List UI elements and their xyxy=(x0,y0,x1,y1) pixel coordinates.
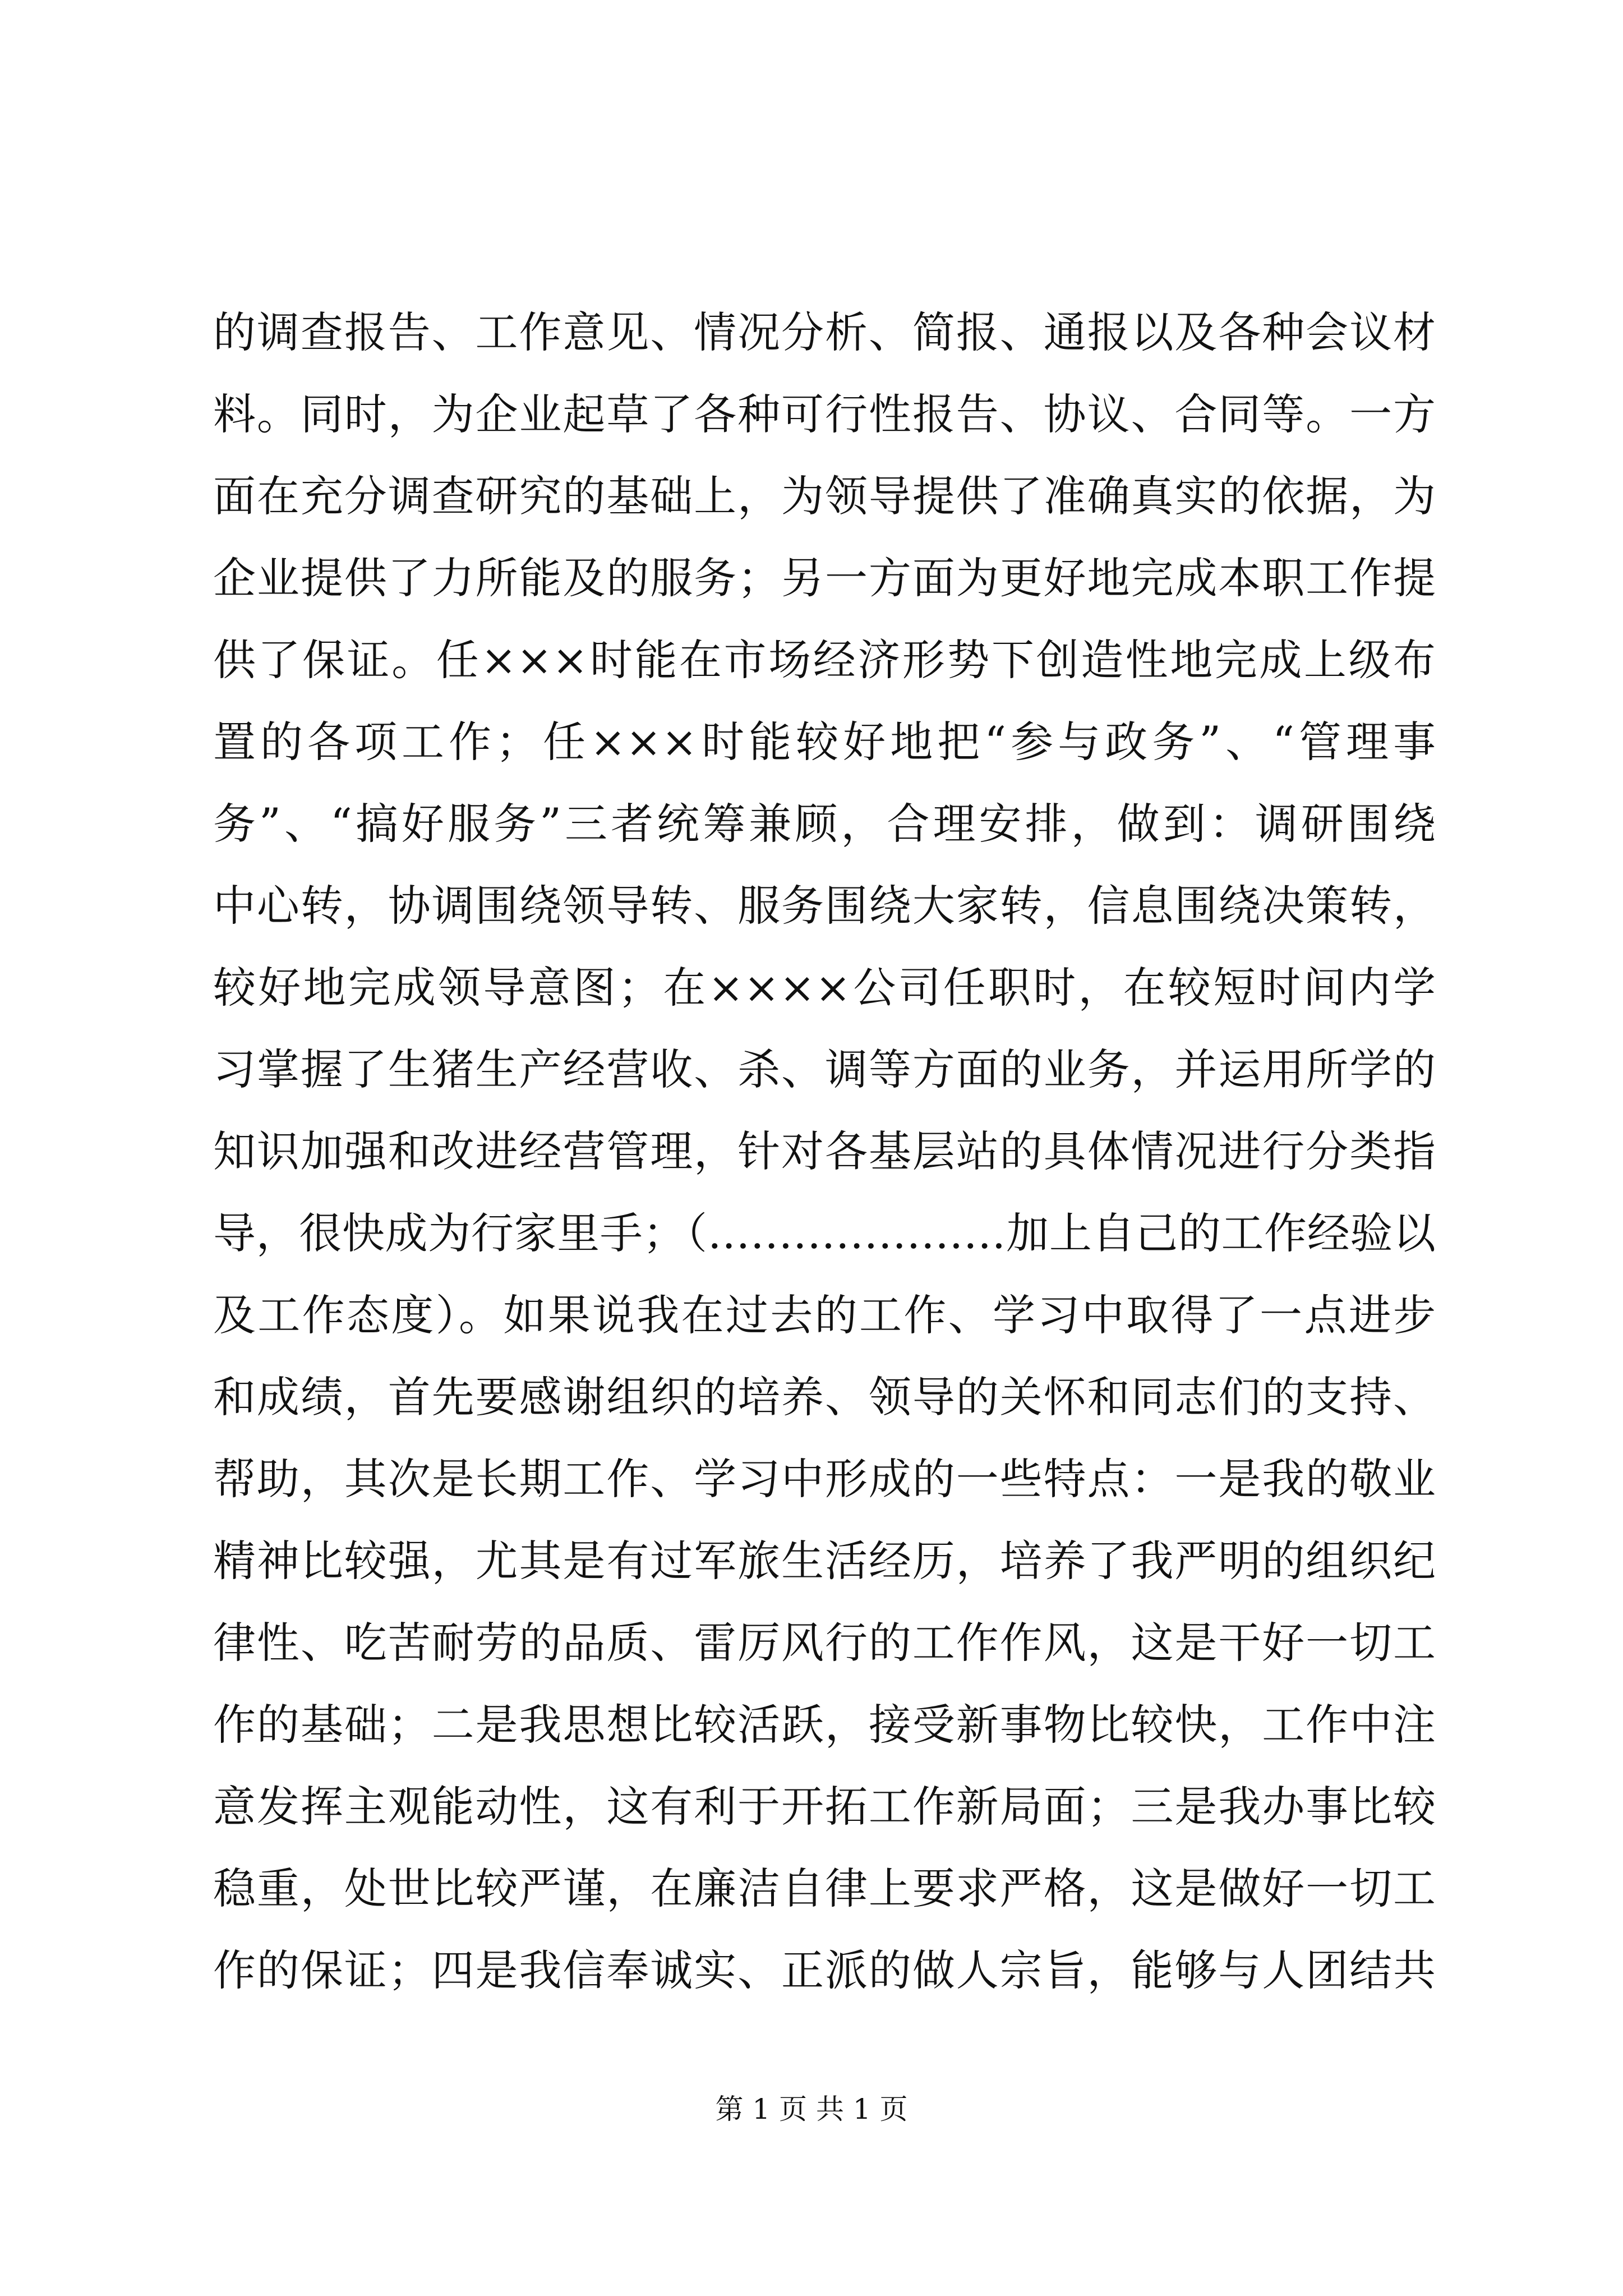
text-line-5: 供了保证。任×××时能在市场经济形势下创造性地完成上级布 xyxy=(213,635,1436,685)
text-line-10: 习掌握了生猪生产经营收、杀、调等方面的业务，并运用所学的 xyxy=(213,1045,1436,1094)
text-line-13: 及工作态度）。如果说我在过去的工作、学习中取得了一点进步 xyxy=(213,1290,1436,1340)
text-line-8: 中心转，协调围绕领导转、服务围绕大家转，信息围绕决策转， xyxy=(213,881,1436,931)
text-line-21: 作的保证；四是我信奉诚实、正派的做人宗旨，能够与人团结共 xyxy=(213,1945,1436,1995)
text-line-14: 和成绩，首先要感谢组织的培养、领导的关怀和同志们的支持、 xyxy=(213,1372,1436,1422)
text-line-6: 置的各项工作；任×××时能较好地把“参与政务”、“管理事 xyxy=(213,717,1436,767)
text-line-9: 较好地完成领导意图；在××××公司任职时，在较短时间内学 xyxy=(213,963,1436,1013)
text-line-3: 面在充分调查研究的基础上，为领导提供了准确真实的依据，为 xyxy=(213,471,1436,521)
text-line-4: 企业提供了力所能及的服务；另一方面为更好地完成本职工作提 xyxy=(213,553,1436,603)
text-line-19: 意发挥主观能动性，这有利于开拓工作新局面；三是我办事比较 xyxy=(213,1782,1436,1832)
text-line-11: 知识加强和改进经营管理，针对各基层站的具体情况进行分类指 xyxy=(213,1126,1436,1176)
text-line-1: 的调查报告、工作意见、情况分析、简报、通报以及各种会议材 xyxy=(213,307,1436,357)
text-line-2: 料。同时，为企业起草了各种可行性报告、协议、合同等。一方 xyxy=(213,389,1436,439)
text-line-12: 导，很快成为行家里手；（…………………加上自己的工作经验以 xyxy=(213,1208,1436,1258)
text-line-18: 作的基础；二是我思想比较活跃，接受新事物比较快，工作中注 xyxy=(213,1700,1436,1750)
page-footer: 第 1 页 共 1 页 xyxy=(715,2093,908,2125)
text-line-15: 帮助，其次是长期工作、学习中形成的一些特点：一是我的敬业 xyxy=(213,1454,1436,1504)
text-line-16: 精神比较强，尤其是有过军旅生活经历，培养了我严明的组织纪 xyxy=(213,1536,1436,1586)
text-line-20: 稳重，处世比较严谨，在廉洁自律上要求严格，这是做好一切工 xyxy=(213,1864,1436,1913)
body-text xyxy=(213,292,1436,2012)
text-line-7: 务”、“搞好服务”三者统筹兼顾，合理安排，做到：调研围绕 xyxy=(213,799,1436,849)
text-line-17: 律性、吃苦耐劳的品质、雷厉风行的工作作风，这是干好一切工 xyxy=(213,1618,1436,1668)
